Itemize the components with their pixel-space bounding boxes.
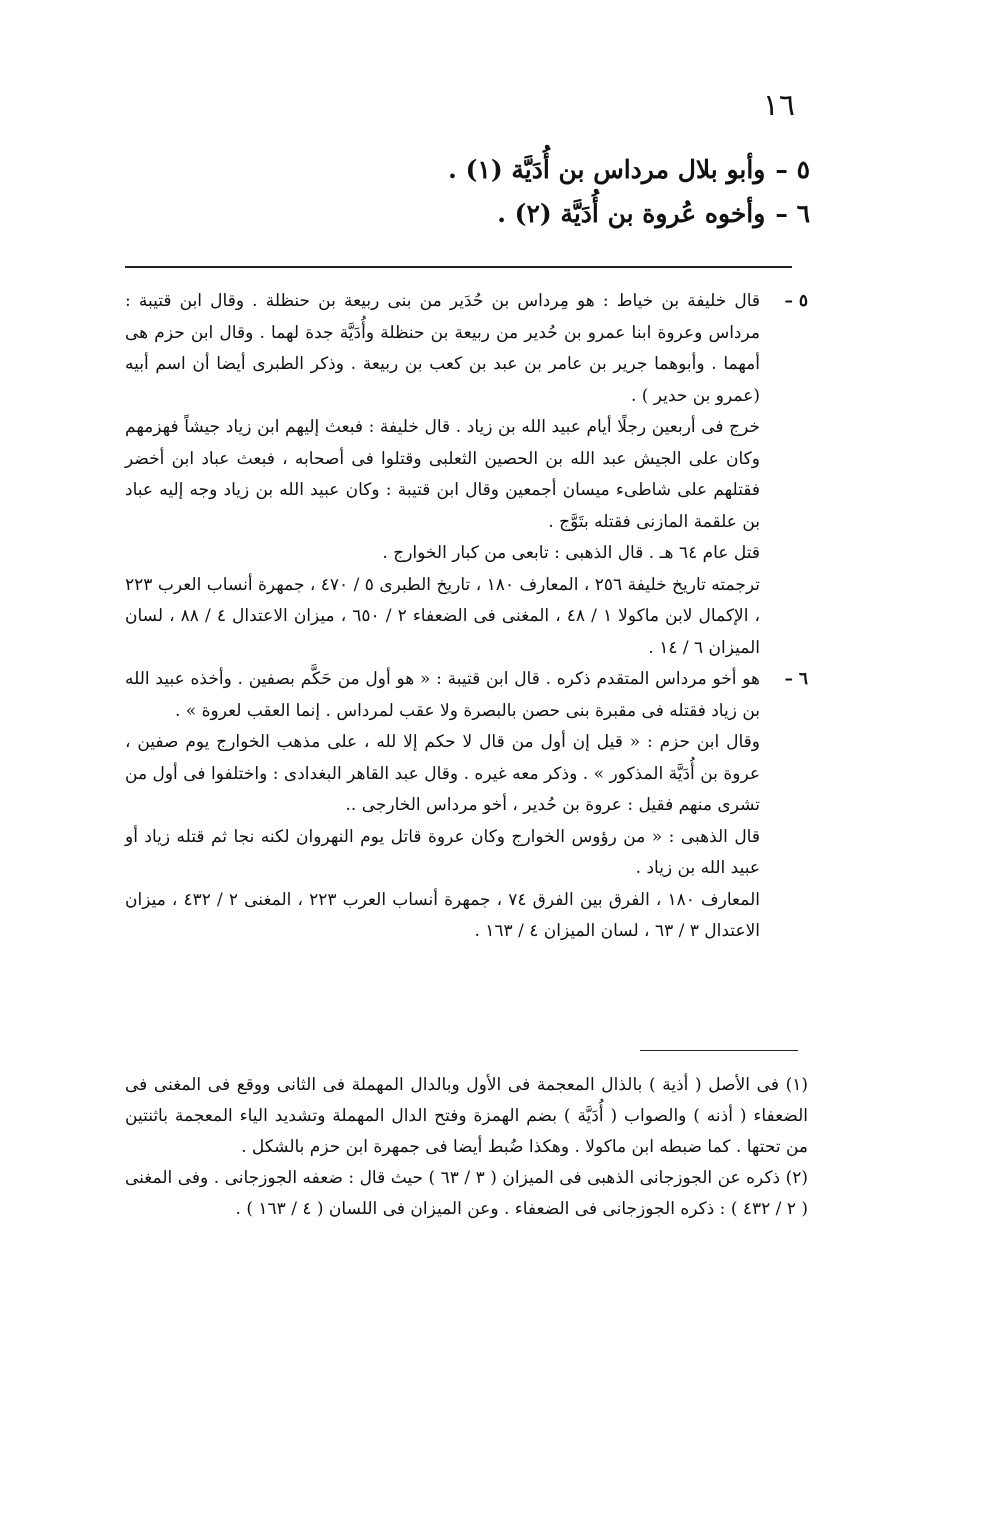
note-paragraph: قال الذهبى : « من رؤوس الخوارج وكان عروة قاتل يوم النهروان لكنه نجا ثم قتله زياد أو عبيد الله بن زياد . [125, 826, 760, 878]
note-paragraph: هو أخو مرداس المتقدم ذكره . قال ابن قتيبة : « هو أول من حَكَّم بصفين . وأخذه عبيد الله بن زياد فقتله فى مقبرة بنى حصن بالبصرة ولا عقب لمرداس . إنما العقب لعروة » . [125, 669, 760, 721]
note-body [125, 286, 760, 664]
note-number: ٦ – [784, 669, 808, 689]
footnotes [125, 1070, 808, 1225]
entry-number: ٦ – [775, 199, 810, 228]
entry-text: وأبو بلال مرداس بن أُدَيَّة (١) . [448, 155, 766, 184]
footnote-divider [640, 1050, 798, 1051]
note-number: ٥ – [784, 291, 808, 311]
entry-list [330, 148, 810, 236]
footnote-2: (٢) ذكره عن الجوزجانى الذهبى فى الميزان ( ٣ / ٦٣ ) حيث قال : ضعفه الجوزجانى . وفى المغنى ( ٢ / ٤٣٢ ) : ذكره الجوزجانى فى الضعفاء . وعن الميزان فى اللسان ( ٤ / ١٦٣ ) . [125, 1168, 809, 1219]
footnote-1: (١) فى الأصل ( أذية ) بالذال المعجمة فى الأول وبالدال المهملة فى الثانى ووقع فى المغنى فى الضعفاء ( أذنه ) والصواب ( أُدَيَّة ) بضم الهمزة وفتح الدال المهملة وتشديد الياء المعجمة باثنتين من تحتها . كما ضبطه ابن ماكولا . وهكذا ضُبط أيضا فى جمهرة ابن حزم بالشكل . [125, 1075, 808, 1157]
note-paragraph: ترجمته تاريخ خليفة ٢٥٦ ، المعارف ١٨٠ ، تاريخ الطبرى ٥ / ٤٧٠ ، جمهرة أنساب العرب ٢٢٣ ، الإكمال لابن ماكولا ١ / ٤٨ ، المغنى فى الضعفاء ٢ / ٦٥٠ ، ميزان الاعتدال ٤ / ٨٨ ، لسان الميزان ٦ / ١٤ . [125, 574, 760, 658]
note-paragraph: قتل عام ٦٤ هـ . قال الذهبى : تابعى من كبار الخوارج . [382, 543, 760, 563]
page-number: ١٦ [762, 88, 795, 123]
note-5 [125, 286, 808, 664]
note-body [125, 664, 760, 948]
note-paragraph: وقال ابن حزم : « قيل إن أول من قال لا حكم إلا لله ، على مذهب الخوارج يوم صفين ، عروة بن أُدَيَّة المذكور » . وذكر معه غيره . وقال عبد القاهر البغدادى : واختلفوا فى أول من تشرى منهم فقيل : عروة بن حُدير ، أخو مرداس الخارجى .. [125, 732, 760, 815]
biography-notes [125, 286, 808, 948]
section-divider [125, 266, 792, 268]
note-paragraph: المعارف ١٨٠ ، الفرق بين الفرق ٧٤ ، جمهرة أنساب العرب ٢٢٣ ، المغنى ٢ / ٤٣٢ ، ميزان الاعتدال ٣ / ٦٣ ، لسان الميزان ٤ / ١٦٣ . [125, 889, 760, 941]
note-6 [125, 664, 808, 948]
entry-6 [330, 192, 810, 236]
note-paragraph: خرج فى أربعين رجلًا أيام عبيد الله بن زياد . قال خليفة : فبعث إليهم ابن زياد جيشاً فهزمهم وكان على الجيش عبد الله بن الحصين الثعلبى وقتلوا فى أصحابه ، فبعث عباد ابن أخضر فقتلهم على شاطىء ميسان أجمعين وقال ابن قتيبة : وكان عبيد الله بن زياد وجه إليه عباد بن علقمة المازنى فقتله بتَوَّج . [125, 417, 760, 532]
entry-number: ٥ – [775, 155, 810, 184]
entry-text: وأخوه عُروة بن أُدَيَّة (٢) . [497, 199, 766, 228]
entry-5 [330, 148, 810, 192]
note-paragraph: قال خليفة بن خياط : هو مِرداس بن حُدَير من بنى ربيعة بن حنظلة . وقال ابن قتيبة : مرداس وعروة ابنا عمرو بن حُدير من ربيعة بن حنظلة وأُدَيَّة جدة لهما . وقال ابن حزم هى أمهما . وأبوهما جرير بن عامر بن عبد بن كعب بن ربيعة . وذكر الطبرى أيضا أن اسم أبيه (عمرو بن حدير ) . [125, 291, 760, 406]
